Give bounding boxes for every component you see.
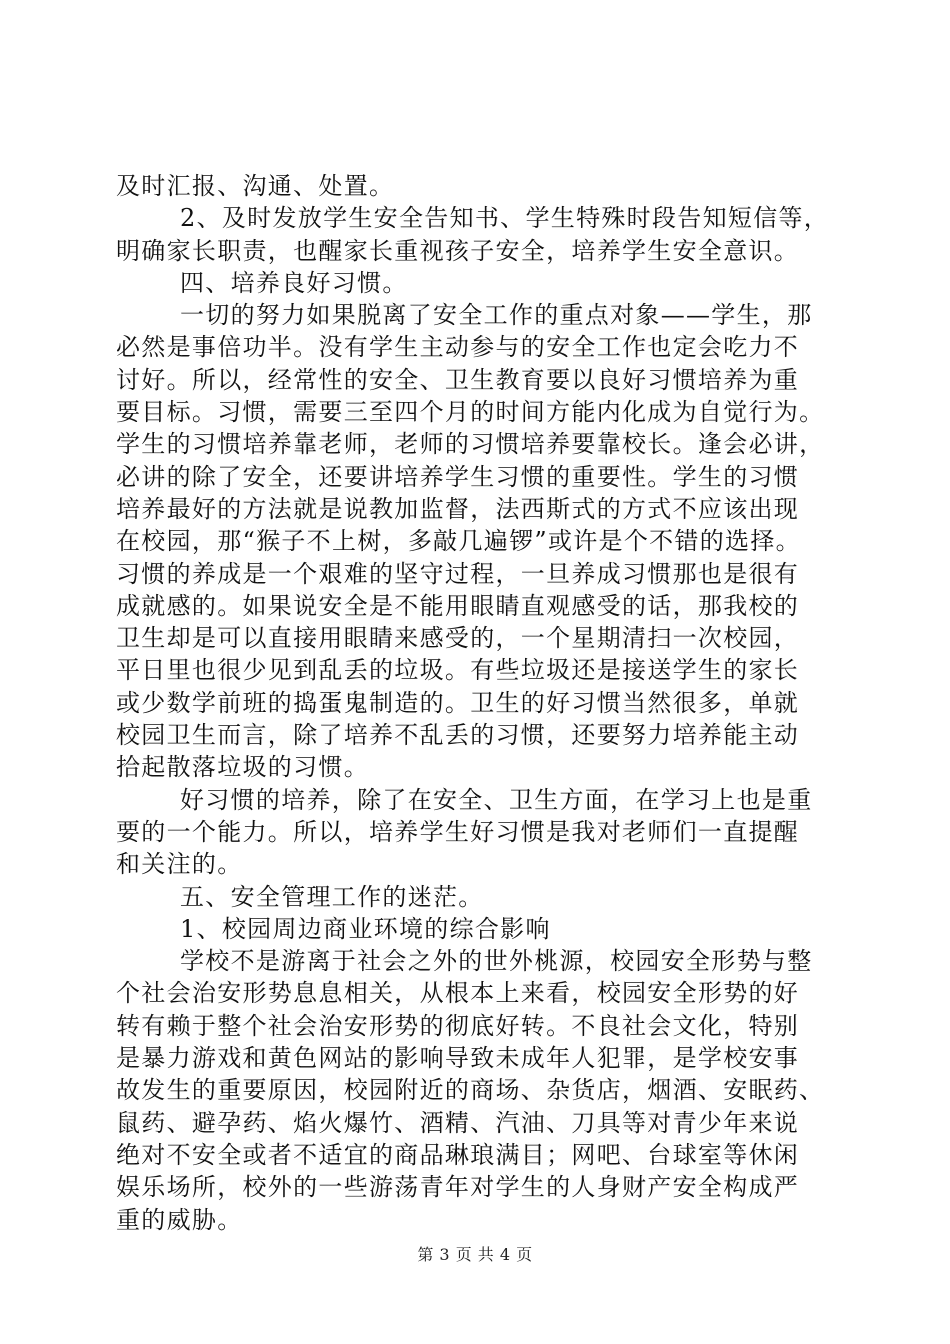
text-line: 四、培养良好习惯。 <box>180 268 408 297</box>
text-line: 平日里也很少见到乱丢的垃圾。有些垃圾还是接送学生的家长 <box>116 656 800 685</box>
text-line: 鼠药、避孕药、焰火爆竹、酒精、汽油、刀具等对青少年来说 <box>116 1108 800 1137</box>
text-line: 娱乐场所，校外的一些游荡青年对学生的人身财产安全构成严 <box>116 1173 800 1202</box>
text-line: 讨好。所以，经常性的安全、卫生教育要以良好习惯培养为重 <box>116 365 800 394</box>
text-line: 必讲的除了安全，还要讲培养学生习惯的重要性。学生的习惯 <box>116 462 800 491</box>
document-body <box>116 170 852 1236</box>
page-footer: 第 3 页 共 4 页 <box>417 1245 533 1264</box>
text-line: 故发生的重要原因，校园附近的商场、杂货店，烟酒、安眠药、 <box>116 1076 825 1105</box>
text-line: 学校不是游离于社会之外的世外桃源，校园安全形势与整 <box>180 947 813 976</box>
text-line: 卫生却是可以直接用眼睛来感受的，一个星期清扫一次校园， <box>116 624 800 653</box>
text-line: 要目标。习惯，需要三至四个月的时间方能内化成为自觉行为。 <box>116 398 825 427</box>
text-line: 必然是事倍功半。没有学生主动参与的安全工作也定会吃力不 <box>116 333 800 362</box>
text-line: 及时汇报、沟通、处置。 <box>116 172 395 200</box>
text-line: 培养最好的方法就是说教加监督，法西斯式的方式不应该出现 <box>116 494 800 523</box>
text-line: 学生的习惯培养靠老师，老师的习惯培养要靠校长。逢会必讲， <box>116 430 825 459</box>
text-line: 转有赖于整个社会治安形势的彻底好转。不良社会文化，特别 <box>116 1011 800 1040</box>
text-line: 和关注的。 <box>116 850 243 879</box>
text-line: 要的一个能力。所以，培养学生好习惯是我对老师们一直提醒 <box>116 817 800 846</box>
text-line: 习惯的养成是一个艰难的坚守过程，一旦养成习惯那也是很有 <box>116 559 800 588</box>
text-line: 五、安全管理工作的迷茫。 <box>180 882 484 911</box>
text-line: 1、校园周边商业环境的综合影响 <box>180 914 551 943</box>
text-line: 拾起散落垃圾的习惯。 <box>116 753 369 782</box>
text-line: 明确家长职责，也醒家长重视孩子安全，培养学生安全意识。 <box>116 236 800 265</box>
text-line: 个社会治安形势息息相关，从根本上来看，校园安全形势的好 <box>116 979 800 1008</box>
text-line: 一切的努力如果脱离了安全工作的重点对象——学生，那 <box>180 301 813 330</box>
text-line: 成就感的。如果说安全是不能用眼睛直观感受的话，那我校的 <box>116 591 800 620</box>
text-line: 校园卫生而言，除了培养不乱丢的习惯，还要努力培养能主动 <box>116 721 800 750</box>
text-line: 绝对不安全或者不适宜的商品琳琅满目；网吧、台球室等休闲 <box>116 1140 800 1169</box>
text-line: 在校园，那“猴子不上树，多敲几遍锣”或许是个不错的选择。 <box>116 527 801 556</box>
text-line: 重的威胁。 <box>116 1205 243 1234</box>
text-line: 或少数学前班的捣蛋鬼制造的。卫生的好习惯当然很多，单就 <box>116 688 800 717</box>
text-line: 2、及时发放学生安全告知书、学生特殊时段告知短信等， <box>180 204 830 233</box>
text-line: 好习惯的培养，除了在安全、卫生方面，在学习上也是重 <box>180 785 813 814</box>
text-line: 是暴力游戏和黄色网站的影响导致未成年人犯罪，是学校安事 <box>116 1044 800 1073</box>
